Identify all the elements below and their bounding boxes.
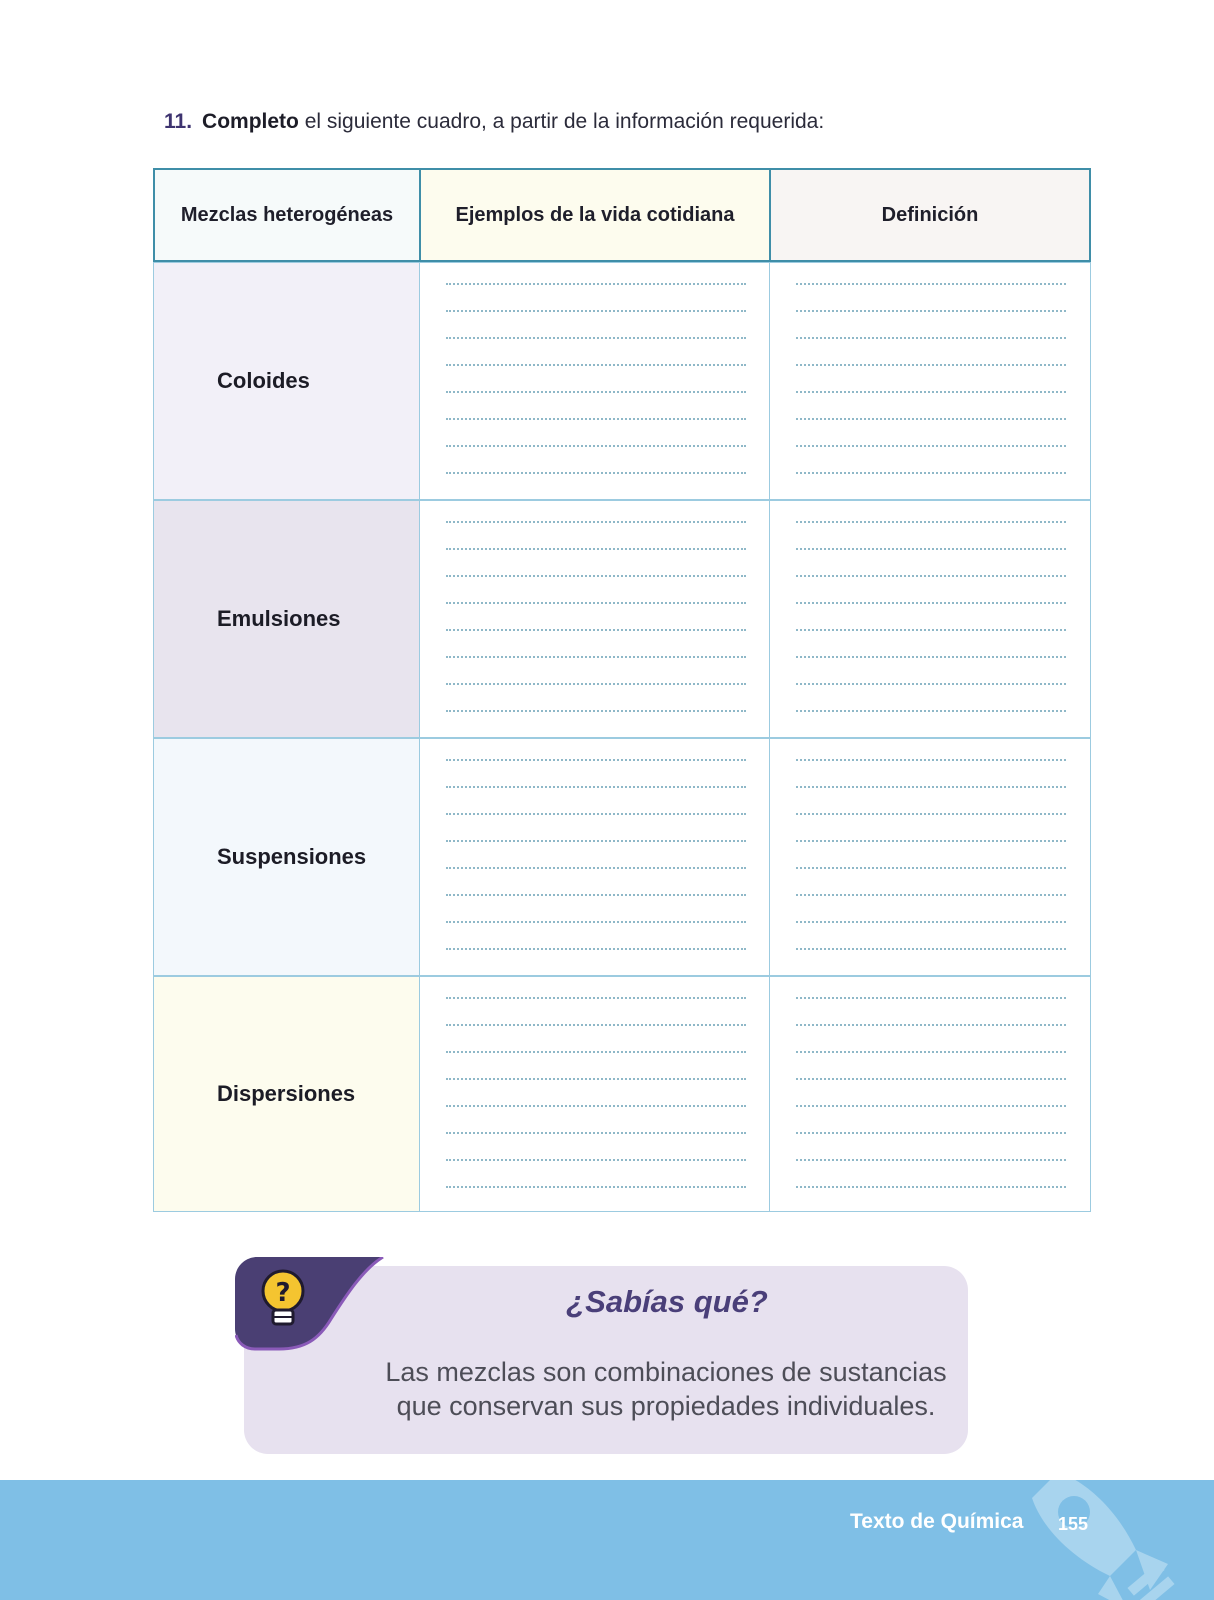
svg-text:?: ?: [275, 1278, 291, 1308]
answer-line: [796, 602, 1066, 604]
answer-line: [446, 575, 746, 577]
answer-line: [446, 1078, 746, 1080]
answer-line: [796, 997, 1066, 999]
answer-line: [796, 1159, 1066, 1161]
definition-answer-dispersiones[interactable]: [769, 976, 1091, 1212]
answer-line: [446, 656, 746, 658]
answer-line: [446, 472, 746, 474]
answer-line: [796, 337, 1066, 339]
answer-line: [446, 548, 746, 550]
answer-line: [796, 1078, 1066, 1080]
answer-line: [796, 813, 1066, 815]
page-footer: [0, 1480, 1214, 1600]
instruction: [164, 110, 824, 134]
answer-line: [446, 948, 746, 950]
answer-line: [796, 310, 1066, 312]
examples-answer-dispersiones[interactable]: [419, 976, 771, 1212]
answer-line: [446, 1105, 746, 1107]
answer-line: [796, 445, 1066, 447]
answer-line: [446, 997, 746, 999]
answer-line: [796, 867, 1066, 869]
answer-line: [796, 364, 1066, 366]
answer-line: [796, 521, 1066, 523]
answer-line: [446, 759, 746, 761]
answer-line: [446, 813, 746, 815]
answer-line: [446, 602, 746, 604]
answer-line: [796, 683, 1066, 685]
row-label-dispersiones: Dispersiones: [153, 976, 421, 1212]
answer-line: [796, 921, 1066, 923]
answer-line: [446, 521, 746, 523]
answer-line: [446, 283, 746, 285]
answer-line: [796, 1186, 1066, 1188]
row-label-suspensiones: Suspensiones: [153, 738, 421, 976]
answer-line: [446, 1051, 746, 1053]
info-title: ¿Sabías qué?: [566, 1284, 768, 1319]
definition-answer-suspensiones[interactable]: [769, 738, 1091, 976]
answer-line: [446, 391, 746, 393]
answer-line: [796, 548, 1066, 550]
answer-line: [796, 1132, 1066, 1134]
answer-line: [446, 683, 746, 685]
row-label-emulsiones: Emulsiones: [153, 500, 421, 738]
answer-line: [446, 364, 746, 366]
answer-line: [796, 710, 1066, 712]
answer-line: [796, 1051, 1066, 1053]
answer-line: [796, 418, 1066, 420]
answer-line: [446, 867, 746, 869]
answer-line: [446, 1132, 746, 1134]
answer-line: [796, 656, 1066, 658]
answer-line: [796, 629, 1066, 631]
answer-line: [796, 575, 1066, 577]
row-label-coloides: Coloides: [153, 262, 421, 500]
definition-answer-coloides[interactable]: [769, 262, 1091, 500]
mixtures-table: [153, 168, 1091, 1212]
answer-line: [446, 310, 746, 312]
header-mixtures: Mezclas heterogéneas: [153, 168, 421, 262]
answer-line: [796, 472, 1066, 474]
page-number: 155: [1058, 1514, 1089, 1534]
answer-line: [796, 948, 1066, 950]
answer-line: [446, 1159, 746, 1161]
answer-line: [446, 629, 746, 631]
instruction-verb: Completo: [202, 110, 299, 133]
info-text: [370, 1355, 962, 1423]
answer-line: [446, 1186, 746, 1188]
info-line-2: que conservan sus propiedades individuales.: [396, 1391, 936, 1421]
instruction-text: el siguiente cuadro, a partir de la información requerida:: [298, 110, 825, 133]
answer-line: [796, 391, 1066, 393]
answer-line: [796, 283, 1066, 285]
answer-line: [796, 840, 1066, 842]
examples-answer-emulsiones[interactable]: [419, 500, 771, 738]
answer-line: [796, 1105, 1066, 1107]
answer-line: [796, 759, 1066, 761]
answer-line: [446, 337, 746, 339]
answer-line: [446, 710, 746, 712]
info-line-1: Las mezclas son combinaciones de sustancias: [385, 1357, 947, 1387]
footer-book-title: Texto de Química: [850, 1510, 1024, 1533]
examples-answer-coloides[interactable]: [419, 262, 771, 500]
answer-line: [796, 786, 1066, 788]
answer-line: [446, 840, 746, 842]
answer-line: [796, 894, 1066, 896]
question-number: 11.: [164, 110, 193, 133]
answer-line: [446, 445, 746, 447]
examples-answer-suspensiones[interactable]: [419, 738, 771, 976]
header-definition: Definición: [769, 168, 1091, 262]
definition-answer-emulsiones[interactable]: [769, 500, 1091, 738]
header-examples: Ejemplos de la vida cotidiana: [419, 168, 771, 262]
rocket-icon: [1018, 1480, 1214, 1600]
answer-line: [446, 418, 746, 420]
answer-line: [446, 921, 746, 923]
answer-line: [446, 894, 746, 896]
answer-line: [796, 1024, 1066, 1026]
answer-line: [446, 1024, 746, 1026]
answer-line: [446, 786, 746, 788]
